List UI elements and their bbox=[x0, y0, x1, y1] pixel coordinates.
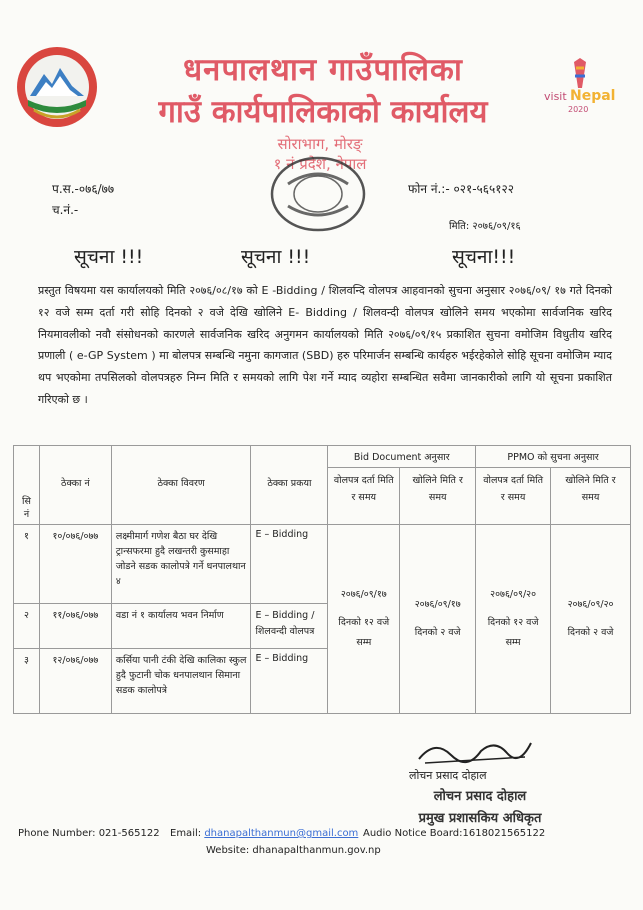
svg-text:Nepal: Nepal bbox=[570, 88, 616, 104]
col-contract-no: ठेक्का नं bbox=[39, 446, 111, 525]
signature-icon bbox=[415, 733, 535, 769]
dispatch-number: च.नं.- bbox=[52, 203, 79, 217]
signatory-stamp bbox=[400, 786, 560, 830]
col-description: ठेक्का विवरण bbox=[111, 446, 251, 525]
row-contract-no: ११/०७६/०७७ bbox=[39, 604, 111, 649]
tender-table bbox=[13, 445, 631, 714]
col-sn: सि नं bbox=[14, 446, 40, 525]
stamp-name: लोचन प्रसाद दोहाल bbox=[433, 789, 527, 804]
svg-text:2020: 2020 bbox=[568, 105, 589, 114]
col-type: ठेक्का प्रकया bbox=[251, 446, 328, 525]
row-sn: १ bbox=[14, 525, 40, 604]
col-bid-open: खोलिने मिति र समय bbox=[400, 468, 476, 525]
row-type: E – Bidding bbox=[251, 525, 328, 604]
table-row bbox=[14, 525, 631, 604]
nepal-emblem-icon bbox=[14, 44, 100, 130]
notice-date: मिति: २०७६/०९/१६ bbox=[449, 221, 521, 232]
office-title-line1: धनपालथान गाउँपालिका bbox=[183, 52, 463, 88]
ppmo-submit-cell bbox=[476, 525, 551, 714]
row-type: E – Bidding bbox=[251, 649, 328, 714]
address-line2: १ नं प्रदेश, नेपाल bbox=[273, 155, 367, 173]
notice-heading-2: सूचना !!! bbox=[241, 246, 311, 268]
phone-number: फोन नं.:- ०२१-५६५१२२ bbox=[408, 182, 514, 196]
ppmo-submit-date: २०७६/०९/२० bbox=[490, 589, 537, 600]
reference-number: प.स.-०७६/७७ bbox=[52, 182, 115, 196]
notice-heading-3: सूचना!!! bbox=[452, 246, 516, 268]
footer-email-link[interactable]: dhanapalthanmun@gmail.com bbox=[204, 828, 359, 839]
row-sn: ३ bbox=[14, 649, 40, 714]
stamp-post: प्रमुख प्रशासकिय अधिकृत bbox=[418, 811, 542, 826]
address-line1: सोराभाग, मोरङ् bbox=[277, 135, 363, 153]
footer-phone: Phone Number: 021-565122 bbox=[18, 828, 160, 839]
notice-heading-1: सूचना !!! bbox=[74, 246, 144, 268]
col-ppmo-open: खोलिने मिति र समय bbox=[551, 468, 631, 525]
signatory-name: लोचन प्रसाद दोहाल bbox=[409, 769, 487, 782]
bid-submit-cell bbox=[328, 525, 400, 714]
bid-submit-date: २०७६/०९/१७ bbox=[340, 589, 387, 600]
ppmo-open-time: दिनको २ वजे bbox=[567, 627, 614, 638]
office-title-line2: गाउँ कार्यपालिकाको कार्यालय bbox=[158, 94, 488, 130]
footer-email-label: Email: bbox=[170, 828, 202, 839]
svg-text:visit: visit bbox=[544, 90, 567, 103]
row-description: वडा नं १ कार्यालय भवन निर्माण bbox=[111, 604, 251, 649]
ppmo-open-cell bbox=[551, 525, 631, 714]
row-type: E – Bidding / शिलवन्दी वोलपत्र bbox=[251, 604, 328, 649]
bid-submit-time: दिनको १२ वजे सम्म bbox=[338, 617, 390, 648]
notice-body: प्रस्तुत विषयमा यस कार्यालयको मिति २०७६/०८/१७ को E -Bidding / शिलवन्दि वोलपत्र आहवानको सुचना अनुसार २०७६/०९/ १७ गते दिनको १२ वजे सम्म दर्ता गरी सोहि दिनको २ वजे देखि खोलिने E- Bidding / शिलवन्दी वोलपत्र खोलिने समय भएकोमा सार्वजनिक खरिद नियमावलीको नवौ संसोधनको कारणले सार्वजनिक खरिद अनुगमन कार्यालयको मिति २०७६/०९/१५ प्रकाशित सुचना वमोजिम विधुतीय खरिद प्रणाली ( e-GP System ) मा बोलपत्र सम्बन्धि नमुना कागजात (SBD) हरु परिमार्जन सम्बन्धि कार्यहरु भईरहेकोले सोहि सूचना वमोजिम म्याद थप भएकोमा तपसिलको वोलपत्रहरु निम्न मिति र समयको लागि पेश गर्ने म्याद व्यहोरा सम्बन्धित सवैमा जानकारीको लागि यो सूचना प्रकाशित गरिएको छ । bbox=[38, 284, 612, 406]
footer-website: Website: dhanapalthanmun.gov.np bbox=[206, 845, 381, 856]
col-ppmo-submit: वोलपत्र दर्ता मिति र समय bbox=[476, 468, 551, 525]
bid-open-cell bbox=[400, 525, 476, 714]
footer-email bbox=[170, 828, 358, 839]
ppmo-submit-time: दिनको १२ वजे सम्म bbox=[487, 617, 539, 648]
row-contract-no: १०/०७६/०७७ bbox=[39, 525, 111, 604]
col-ppmo: PPMO को सुचना अनुसार bbox=[476, 446, 631, 468]
row-contract-no: १२/०७६/०७७ bbox=[39, 649, 111, 714]
row-description: लक्ष्मीमार्ग गणेश बैठा घर देखि ट्रान्सफरमा हुदै लखन्तरी कुसमाहा जोडने सडक कालोपत्रे गर्ने धनपालथान ४ bbox=[111, 525, 251, 604]
row-sn: २ bbox=[14, 604, 40, 649]
office-stamp-icon bbox=[268, 154, 368, 234]
bid-open-time: दिनको २ वजे bbox=[414, 627, 461, 638]
bid-open-date: २०७६/०९/१७ bbox=[414, 599, 461, 610]
col-bid-document: Bid Document अनुसार bbox=[328, 446, 476, 468]
footer-audio-board: Audio Notice Board:1618021565122 bbox=[363, 828, 546, 839]
ppmo-open-date: २०७६/०९/२० bbox=[567, 599, 614, 610]
col-bid-submit: वोलपत्र दर्ता मिति र समय bbox=[328, 468, 400, 525]
table-header-row bbox=[14, 446, 631, 468]
row-description: कर्सिया पानी टंकी देखि कालिका स्कुल हुदै फुटानी चोक धनपालथान सिमाना सडक कालोपत्रे bbox=[111, 649, 251, 714]
visit-nepal-logo bbox=[542, 58, 624, 118]
